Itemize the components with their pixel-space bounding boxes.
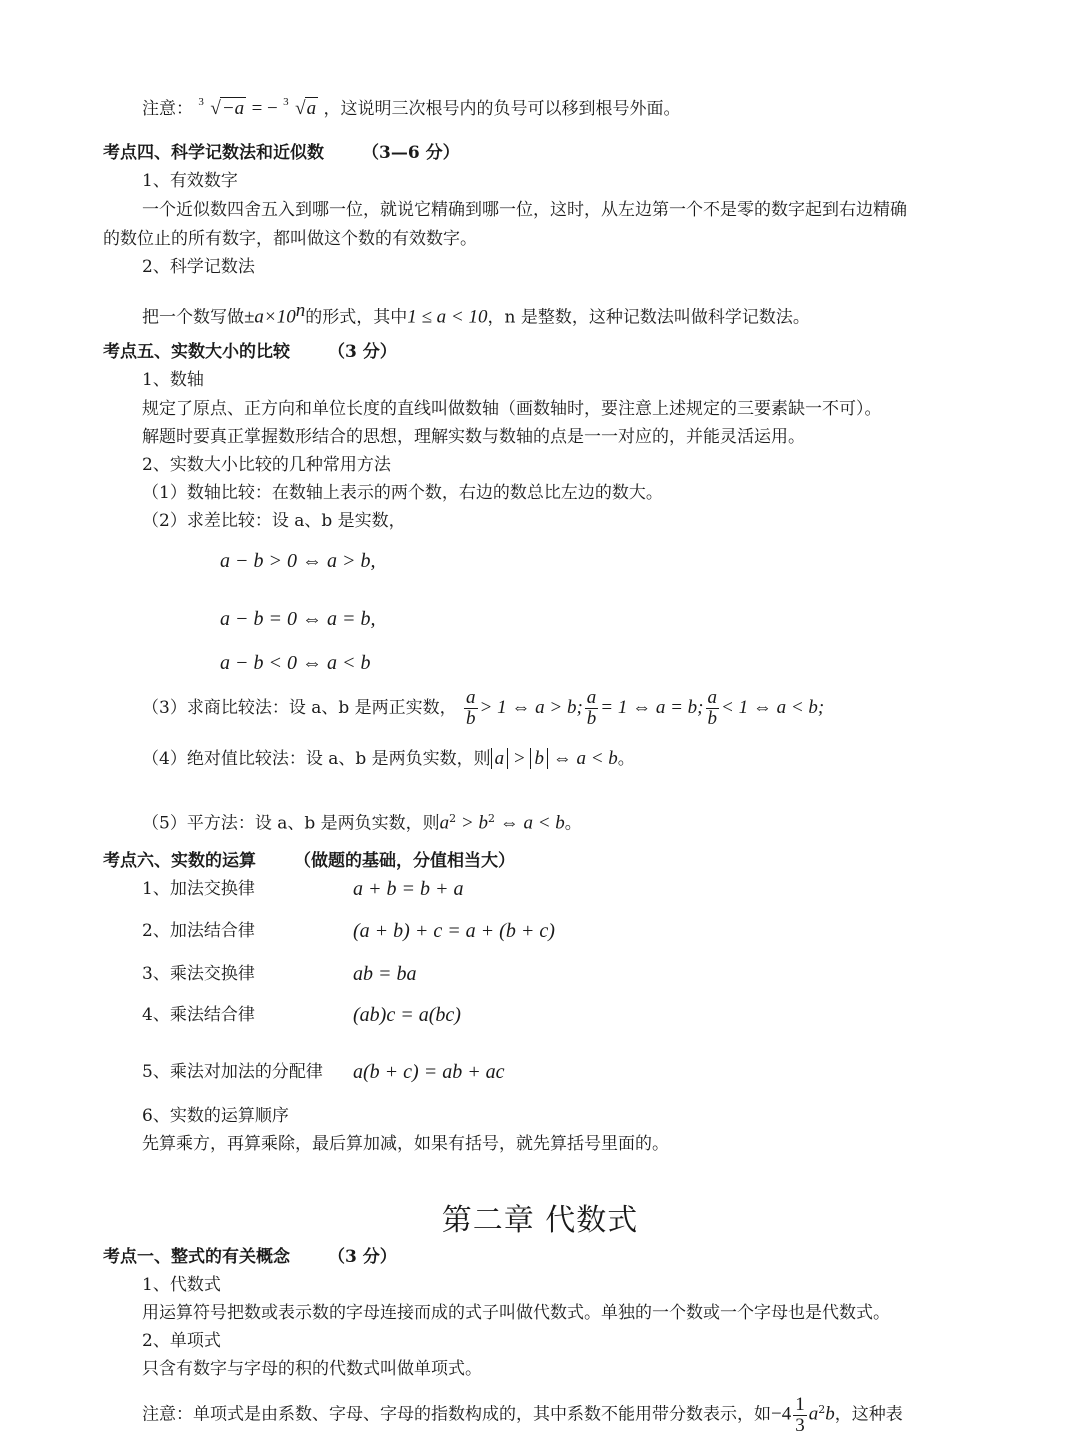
sec4-item-1: 1、有效数字	[142, 171, 238, 191]
quot-rule-1: > 1 ⇔ a > b;	[479, 697, 583, 718]
sec5-item-2: 2、实数大小比较的几种常用方法	[142, 455, 391, 475]
sec5-method-3	[142, 686, 824, 730]
root-index: 3	[198, 96, 204, 108]
fraction-a-over-b	[464, 688, 478, 729]
note-cuberoot	[142, 98, 681, 120]
frac-num: a	[586, 687, 597, 708]
c2-note-post: ，这种表	[834, 1404, 903, 1425]
sq-rel: ⇔ a < b	[494, 812, 565, 834]
sq-exp-b: 2	[487, 812, 495, 825]
law-formula: a(b + c) = ab + ac	[353, 1061, 505, 1083]
method4-label: （4）绝对值比较法：设 a、b 是两负实数，则	[142, 749, 491, 769]
sq-end: 。	[564, 813, 582, 834]
note-label: 注意：	[142, 99, 193, 119]
method3-label: （3）求商比较法：设 a、b 是两正实数，	[142, 698, 457, 718]
abs-gt: >	[508, 748, 531, 769]
law-formula: ab = ba	[353, 963, 417, 985]
radicand-lhs: −a	[221, 98, 245, 119]
section-heading-4	[103, 142, 460, 164]
sci-exp: n	[295, 300, 306, 321]
frac-den: 3	[795, 1414, 805, 1436]
law-name: 1、加法交换律	[142, 879, 255, 899]
sci-pre: 把一个数写做	[142, 307, 244, 328]
law-name: 2、加法结合律	[142, 921, 255, 941]
sci-cond: 1 ≤ a < 10	[407, 306, 488, 328]
cuberoot-lhs: 3 √−a	[198, 98, 246, 120]
diff-rule-3: a − b < 0 ⇔ a < b	[220, 652, 371, 674]
c2-note	[142, 1388, 903, 1437]
sec4-paragraph-line-1: 一个近似数四舍五入到哪一位，就说它精确到哪一位，这时，从左边第一个不是零的数字起到右边精确	[142, 200, 907, 220]
quot-rule-3: < 1 ⇔ a < b;	[721, 697, 825, 718]
law-formula: a + b = b + a	[353, 878, 464, 900]
section-score: （3—6 分）	[362, 143, 460, 163]
mixed-whole: −4	[771, 1403, 792, 1425]
section-title: 考点四、科学记数法和近似数	[103, 143, 324, 163]
sec4-item-2: 2、科学记数法	[142, 257, 255, 277]
sec5-paragraph-1: 规定了原点、正方向和单位长度的直线叫做数轴（画数轴时，要注意上述规定的三要素缺一不可）。	[142, 399, 882, 419]
diff-rule-1: a − b > 0 ⇔ a > b,	[220, 550, 376, 572]
c2-paragraph-1: 用运算符号把数或表示数的字母连接而成的式子叫做代数式。单独的一个数或一个字母也是代数式。	[142, 1303, 890, 1323]
frac-num: 1	[795, 1393, 805, 1415]
abs-rel: ⇔ a < b	[547, 748, 618, 769]
law-name: 4、乘法结合律	[142, 1005, 255, 1025]
mono-b: b	[825, 1403, 835, 1425]
sec5-method-4	[142, 748, 635, 770]
mono-a: a	[808, 1403, 819, 1425]
sec5-method-2: （2）求差比较：设 a、b 是实数，	[142, 511, 406, 531]
section-heading-6	[103, 850, 515, 872]
abs-a: a	[491, 748, 509, 769]
method5-label: （5）平方法：设 a、b 是两负实数，则	[142, 813, 440, 834]
sec6-item-6: 6、实数的运算顺序	[142, 1106, 289, 1126]
sci-expr: ±a×10	[244, 306, 296, 328]
sq-mid: > b	[456, 812, 488, 834]
frac-den: b	[707, 708, 718, 729]
sec5-method-1: （1）数轴比较：在数轴上表示的两个数，右边的数总比左边的数大。	[142, 483, 663, 503]
law-formula: (a + b) + c = a + (b + c)	[353, 920, 555, 942]
c2-paragraph-2: 只含有数字与字母的积的代数式叫做单项式。	[142, 1359, 482, 1379]
frac-den: b	[586, 708, 597, 729]
sq-exp-a: 2	[449, 812, 457, 825]
frac-num: a	[466, 687, 476, 708]
c2-section-heading-1	[103, 1246, 397, 1268]
root-index-2: 3	[283, 96, 289, 108]
frac-num: a	[707, 687, 718, 708]
note-text: ，这说明三次根号内的负号可以移到根号外面。	[323, 99, 681, 119]
frac-den: b	[466, 708, 476, 729]
c2-item-1: 1、代数式	[142, 1275, 221, 1295]
section-title: 考点五、实数大小的比较	[103, 342, 290, 362]
c2-note-pre: 注意：单项式是由系数、字母、字母的指数构成的，其中系数不能用带分数表示，如	[142, 1404, 771, 1425]
law-formula: (ab)c = a(bc)	[353, 1004, 461, 1026]
sec5-paragraph-2: 解题时要真正掌握数形结合的思想，理解实数与数轴的点是一一对应的，并能灵活运用。	[142, 427, 805, 447]
section-score: （3 分）	[328, 342, 397, 362]
mixed-fraction	[793, 1395, 807, 1436]
fraction-a-over-b-2	[585, 688, 599, 729]
section-title: 考点六、实数的运算	[103, 851, 256, 871]
sq-a: a	[439, 812, 450, 834]
sec6-paragraph-6: 先算乘方，再算乘除，最后算加减，如果有括号，就先算括号里面的。	[142, 1134, 669, 1154]
cuberoot-rhs: 3 √a	[283, 98, 318, 120]
sec5-method-5	[142, 808, 582, 835]
c2-item-2: 2、单项式	[142, 1331, 221, 1351]
diff-rule-2: a − b = 0 ⇔ a = b,	[220, 608, 376, 630]
sec5-item-1: 1、数轴	[142, 370, 204, 390]
equals-neg: = −	[251, 98, 278, 119]
mono-exp: 2	[818, 1403, 826, 1416]
law-name: 3、乘法交换律	[142, 964, 255, 984]
quot-rule-2: = 1 ⇔ a = b;	[600, 697, 704, 718]
sci-mid: 的形式，其中	[305, 307, 408, 328]
section-heading-5	[103, 341, 397, 363]
section-score: （3 分）	[328, 1247, 397, 1267]
chapter-title: 第二章 代数式	[441, 1203, 639, 1238]
sec4-paragraph-line-2: 的数位止的所有数字，都叫做这个数的有效数字。	[103, 229, 477, 249]
sec4-sci-notation	[142, 300, 810, 329]
section-score: （做题的基础，分值相当大）	[294, 851, 515, 871]
law-name: 5、乘法对加法的分配律	[142, 1062, 323, 1082]
sci-post: ，n 是整数，这种记数法叫做科学记数法。	[487, 307, 810, 328]
fraction-a-over-b-3	[706, 688, 720, 729]
section-title: 考点一、整式的有关概念	[103, 1247, 290, 1267]
abs-b: b	[530, 748, 548, 769]
abs-end: 。	[617, 749, 635, 769]
radicand-rhs: a	[306, 98, 317, 119]
